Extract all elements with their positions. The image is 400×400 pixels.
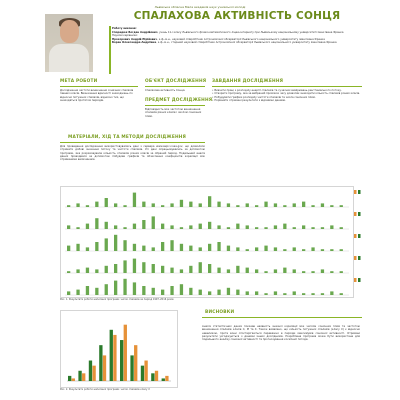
main-bar-3-27 xyxy=(321,269,324,273)
conclusions-block xyxy=(202,325,360,341)
main-bar-2-6 xyxy=(123,240,126,251)
authors-block xyxy=(112,27,347,45)
main-bar-2-24 xyxy=(293,247,296,251)
main-bar-1-24 xyxy=(293,227,296,229)
conclusions-rule xyxy=(202,317,362,318)
main-bar-0-5 xyxy=(114,203,117,207)
main-bar-1-17 xyxy=(227,227,230,229)
main-bar-3-11 xyxy=(170,268,173,273)
main-bar-4-26 xyxy=(311,293,314,295)
small-bar-1-0 xyxy=(72,378,75,381)
main-bar-4-0 xyxy=(67,291,70,295)
main-bar-2-12 xyxy=(180,244,183,251)
small-bar-1-1 xyxy=(82,373,85,381)
conclusions-title: ВИСНОВКИ xyxy=(205,310,235,315)
main-bar-2-20 xyxy=(255,247,258,251)
main-bar-2-3 xyxy=(95,242,98,251)
main-bar-1-21 xyxy=(264,227,267,229)
legend-marker-4-1 xyxy=(358,278,361,282)
small-bar-0-0 xyxy=(68,376,71,381)
main-bar-4-29 xyxy=(340,293,343,295)
legend-marker-2-0 xyxy=(354,234,357,238)
main-chart xyxy=(60,186,354,298)
main-bar-1-16 xyxy=(217,225,220,229)
small-bar-0-5 xyxy=(120,340,123,381)
main-bar-3-15 xyxy=(208,264,211,273)
small-bar-0-2 xyxy=(89,361,92,381)
main-bar-1-10 xyxy=(161,224,164,229)
tasks-title: ЗАВДАННЯ ДОСЛІДЖЕННЯ xyxy=(212,79,284,84)
small-bar-1-9 xyxy=(165,376,168,381)
main-bar-0-23 xyxy=(283,205,286,207)
main-bar-0-22 xyxy=(274,203,277,207)
main-bar-1-2 xyxy=(86,224,89,229)
main-bar-3-6 xyxy=(123,260,126,273)
main-bar-2-4 xyxy=(105,238,108,251)
subject-text: Відповідність між частотою виникнення спалахів різних класів і числом сонячних плям. xyxy=(145,108,202,118)
main-bar-4-16 xyxy=(217,290,220,295)
main-bar-3-25 xyxy=(302,271,305,273)
author-photo xyxy=(45,14,93,72)
small-bar-1-7 xyxy=(144,361,147,381)
object-title: ОБ'ЄКТ ДОСЛІДЖЕННЯ xyxy=(145,79,207,84)
legend-marker-4-0 xyxy=(354,278,357,282)
main-bar-2-16 xyxy=(217,242,220,251)
main-bar-4-3 xyxy=(95,288,98,295)
main-bar-3-2 xyxy=(86,268,89,273)
main-bar-4-9 xyxy=(152,288,155,295)
main-bar-3-14 xyxy=(199,262,202,273)
legend-marker-3-0 xyxy=(354,256,357,260)
main-bar-3-1 xyxy=(76,269,79,273)
main-bar-0-17 xyxy=(227,203,230,207)
main-bar-2-1 xyxy=(76,244,79,251)
main-bar-0-28 xyxy=(330,205,333,207)
main-bar-2-0 xyxy=(67,246,70,251)
main-bar-4-18 xyxy=(236,290,239,295)
main-bar-0-18 xyxy=(236,205,239,207)
legend-marker-0-0 xyxy=(354,190,357,194)
poster-title: СПАЛАХОВА АКТИВНІСТЬ СОНЦЯ xyxy=(133,10,341,22)
main-bar-0-11 xyxy=(170,203,173,207)
main-bar-2-14 xyxy=(199,247,202,251)
main-bar-1-14 xyxy=(199,224,202,229)
meta-title: МЕТА РОБОТИ xyxy=(60,79,98,84)
photo-head xyxy=(60,20,79,43)
main-bar-2-2 xyxy=(86,247,89,251)
main-bar-1-12 xyxy=(180,227,183,229)
main-bar-4-17 xyxy=(227,288,230,295)
main-bar-4-19 xyxy=(246,291,249,295)
small-bar-0-1 xyxy=(78,371,81,381)
header-small: Львівська обласна Мала академія наук учнівської молоді xyxy=(154,5,246,9)
main-bar-4-14 xyxy=(199,290,202,295)
legend-marker-3-1 xyxy=(358,256,361,260)
main-bar-3-4 xyxy=(105,266,108,273)
legend-marker-1-1 xyxy=(358,212,361,216)
main-bar-1-8 xyxy=(142,220,145,229)
legend-marker-2-1 xyxy=(358,234,361,238)
main-bar-0-20 xyxy=(255,205,258,207)
main-bar-2-11 xyxy=(170,240,173,251)
author-text-3: , к.ф.-м.н., науковий співробітник Астрономічної обсерваторії Львівського національного університету імені Івана Франка xyxy=(157,37,325,41)
small-chart-svg xyxy=(61,311,177,387)
main-bar-0-21 xyxy=(264,202,267,207)
object-rule xyxy=(145,86,205,87)
main-bar-4-8 xyxy=(142,286,145,295)
main-bar-0-10 xyxy=(161,205,164,207)
main-bar-3-10 xyxy=(161,266,164,273)
small-bar-1-4 xyxy=(113,335,116,381)
main-bar-4-5 xyxy=(114,281,117,295)
main-bar-2-13 xyxy=(189,246,192,251)
small-bar-0-9 xyxy=(162,378,165,381)
subject-rule xyxy=(145,105,205,106)
main-bar-0-12 xyxy=(180,200,183,207)
main-bar-4-28 xyxy=(330,291,333,295)
main-bar-4-2 xyxy=(86,286,89,295)
materials-title: МАТЕРІАЛИ, ХІД ТА МЕТОДИ ДОСЛІДЖЕННЯ xyxy=(68,135,187,140)
main-bar-0-13 xyxy=(189,202,192,207)
main-bar-3-28 xyxy=(330,271,333,273)
legend-marker-0-1 xyxy=(358,190,361,194)
main-bar-0-7 xyxy=(133,193,136,207)
main-bar-3-0 xyxy=(67,271,70,273)
authors-line-1 xyxy=(112,31,347,35)
main-bar-0-15 xyxy=(208,196,211,207)
main-bar-0-2 xyxy=(86,205,89,207)
main-bar-4-21 xyxy=(264,293,267,295)
main-bar-2-9 xyxy=(152,247,155,251)
main-bar-3-19 xyxy=(246,268,249,273)
main-bar-1-0 xyxy=(67,225,70,229)
main-bar-3-29 xyxy=(340,271,343,273)
main-bar-4-15 xyxy=(208,291,211,295)
main-bar-1-28 xyxy=(330,225,333,229)
tasks-text: • Вивчити праці з розподілу енергії спалахів та сучасних вимірювань рентгенівського потоку. • Створити програму, яка за вибраний проміжок часу дозволяє знаходити кількість спалахів різних класів. • Побудувати графіки розподілу частоти спалахів та числа сонячних плям. • Порівняти отримані результати з відомими даними. xyxy=(212,89,360,102)
main-chart-svg xyxy=(61,187,353,297)
small-bar-0-6 xyxy=(130,355,133,381)
main-bar-0-6 xyxy=(123,205,126,207)
main-bar-2-23 xyxy=(283,249,286,251)
main-bar-4-6 xyxy=(123,279,126,295)
main-bar-1-6 xyxy=(123,227,126,229)
author-label-4: Боран Олександра Андріївна xyxy=(112,41,157,44)
main-bar-3-17 xyxy=(227,269,230,273)
small-bar-0-7 xyxy=(141,366,144,381)
main-bar-2-7 xyxy=(133,244,136,251)
main-bar-1-20 xyxy=(255,227,258,229)
main-bar-2-15 xyxy=(208,244,211,251)
main-bar-3-18 xyxy=(236,266,239,273)
main-bar-3-16 xyxy=(217,268,220,273)
main-chart-legend-svg xyxy=(352,186,362,296)
main-bar-1-5 xyxy=(114,225,117,229)
small-chart xyxy=(60,310,178,388)
main-bar-1-9 xyxy=(152,216,155,229)
main-bar-1-26 xyxy=(311,227,314,229)
main-bar-0-29 xyxy=(340,205,343,207)
main-bar-1-19 xyxy=(246,225,249,229)
main-bar-2-8 xyxy=(142,246,145,251)
main-bar-1-29 xyxy=(340,227,343,229)
main-bar-4-24 xyxy=(293,291,296,295)
main-bar-0-14 xyxy=(199,203,202,207)
materials-text: Для проведення дослідження використовувались дані з сервера www.swpc.noaa.gov, що дозволяло отримати добові значення потоку та частоти спалахів. Усі дані опрацьовувались за допомогою програми, яка розраховувала кількість спалахів різних класів за обраний період. Подальший аналіз даних проводився за допомогою побудови графіків та обчислення коефіцієнтів кореляції між отриманими величинами. xyxy=(60,145,205,162)
small-bar-1-2 xyxy=(92,366,95,381)
main-bar-2-10 xyxy=(161,242,164,251)
main-bar-4-1 xyxy=(76,290,79,295)
main-bar-4-25 xyxy=(302,293,305,295)
main-bar-3-20 xyxy=(255,269,258,273)
small-bar-1-3 xyxy=(103,355,106,381)
photo-torso xyxy=(49,44,89,72)
main-bar-0-27 xyxy=(321,203,324,207)
meta-text: Дослідження частоти виникнення сонячних спалахів певних класів. Визначення вдасності знаходжень по відносно потужних спалахів, відносно тих, що знаходяться протягом періодів. xyxy=(60,89,134,102)
main-bar-1-15 xyxy=(208,222,211,229)
main-bar-4-7 xyxy=(133,282,136,295)
object-text: Спалахова активність Сонця. xyxy=(145,89,186,92)
main-bar-3-3 xyxy=(95,269,98,273)
main-bar-4-13 xyxy=(189,288,192,295)
main-bar-3-21 xyxy=(264,271,267,273)
main-chart-caption: Рис. 1. Результати роботи написаної програми: число спалахів за період 1997–2016 років xyxy=(60,298,174,301)
main-bar-4-22 xyxy=(274,291,277,295)
main-bar-1-22 xyxy=(274,225,277,229)
main-bar-0-25 xyxy=(302,202,305,207)
main-bar-1-27 xyxy=(321,227,324,229)
main-bar-3-24 xyxy=(293,269,296,273)
main-bar-1-18 xyxy=(236,224,239,229)
small-bar-1-6 xyxy=(134,345,137,381)
main-bar-4-4 xyxy=(105,284,108,295)
main-bar-3-9 xyxy=(152,264,155,273)
main-bar-2-21 xyxy=(264,246,267,251)
main-bar-1-7 xyxy=(133,224,136,229)
main-bar-2-17 xyxy=(227,246,230,251)
main-bar-0-3 xyxy=(95,202,98,207)
main-bar-2-26 xyxy=(311,247,314,251)
main-bar-3-13 xyxy=(189,266,192,273)
main-bar-0-16 xyxy=(217,202,220,207)
author-text-1: , учень 11-і класу Львівського фізико-математичного ліцею-інтернату при Львівському національному університеті імені Івана Франка xyxy=(157,30,344,34)
main-bar-1-13 xyxy=(189,225,192,229)
main-bar-2-28 xyxy=(330,249,333,251)
main-bar-0-9 xyxy=(152,203,155,207)
main-bar-2-5 xyxy=(114,235,117,251)
main-bar-0-4 xyxy=(105,198,108,207)
main-bar-1-23 xyxy=(283,224,286,229)
main-bar-1-11 xyxy=(170,225,173,229)
main-bar-3-23 xyxy=(283,268,286,273)
main-bar-4-12 xyxy=(180,284,183,295)
legend-marker-1-0 xyxy=(354,212,357,216)
main-chart-legend xyxy=(352,186,362,296)
small-bar-0-8 xyxy=(151,373,154,381)
author-text-4: , к.ф.-м.н., старший науковий співробітник Астрономічної обсерваторії Львівського національного університету імені Івана Франка xyxy=(156,41,337,44)
main-bar-4-10 xyxy=(161,290,164,295)
main-bar-2-19 xyxy=(246,249,249,251)
main-bar-2-18 xyxy=(236,247,239,251)
subject-title: ПРЕДМЕТ ДОСЛІДЖЕННЯ xyxy=(145,98,213,103)
author-label-0: Роботу виконав: xyxy=(112,27,137,30)
main-bar-0-8 xyxy=(142,202,145,207)
conclusions-text: Аналіз статистичних даних показав наявність значної кореляції між числом сонячних плям та частотою виникнення спалахів класів C, M та X. Також виявлено, що кількість потужних спалахів (класу X) є відносно невеликою, проте вони спостерігаються переважно в періоди максимумів сонячної активності. Отримані результати узгоджуються з даними інших дослідників. Розроблена програма може бути використана для подальшого аналізу сонячної активності та прогнозування космічної погоди. xyxy=(202,325,360,342)
small-bar-1-5 xyxy=(124,325,127,381)
main-bar-2-25 xyxy=(302,249,305,251)
main-bar-1-4 xyxy=(105,222,108,229)
author-label-2: Наукові керівники: xyxy=(112,34,138,37)
meta-rule xyxy=(60,86,138,87)
main-bar-0-1 xyxy=(76,203,79,207)
main-bar-3-5 xyxy=(114,264,117,273)
main-bar-1-25 xyxy=(302,225,305,229)
main-bar-3-12 xyxy=(180,269,183,273)
main-bar-2-27 xyxy=(321,249,324,251)
main-bar-3-7 xyxy=(133,259,136,273)
authors-line-4 xyxy=(112,41,347,45)
main-bar-4-23 xyxy=(283,293,286,295)
small-bar-0-3 xyxy=(99,345,102,381)
main-bar-1-3 xyxy=(95,218,98,229)
author-label-1: Спорадюк Богдан Андрійович xyxy=(112,30,158,34)
main-bar-1-1 xyxy=(76,227,79,229)
main-bar-2-29 xyxy=(340,249,343,251)
main-bar-0-19 xyxy=(246,203,249,207)
title-accent-bar xyxy=(109,26,111,74)
author-label-3: Прохорович Андрій Юрійович xyxy=(112,37,158,41)
main-bar-4-20 xyxy=(255,291,258,295)
main-bar-3-8 xyxy=(142,262,145,273)
small-bar-0-4 xyxy=(110,330,113,381)
small-chart-caption: Рис. 2. Результати роботи написаної програми: число спалахів класу X xyxy=(60,388,150,391)
main-bar-0-0 xyxy=(67,205,70,207)
main-bar-0-24 xyxy=(293,203,296,207)
main-bar-3-22 xyxy=(274,269,277,273)
materials-rule xyxy=(60,142,205,143)
main-bar-2-22 xyxy=(274,247,277,251)
main-bar-3-26 xyxy=(311,271,314,273)
main-bar-4-27 xyxy=(321,293,324,295)
main-bar-0-26 xyxy=(311,205,314,207)
small-bar-1-8 xyxy=(155,371,158,381)
main-bar-4-11 xyxy=(170,286,173,295)
tasks-rule xyxy=(212,86,362,87)
